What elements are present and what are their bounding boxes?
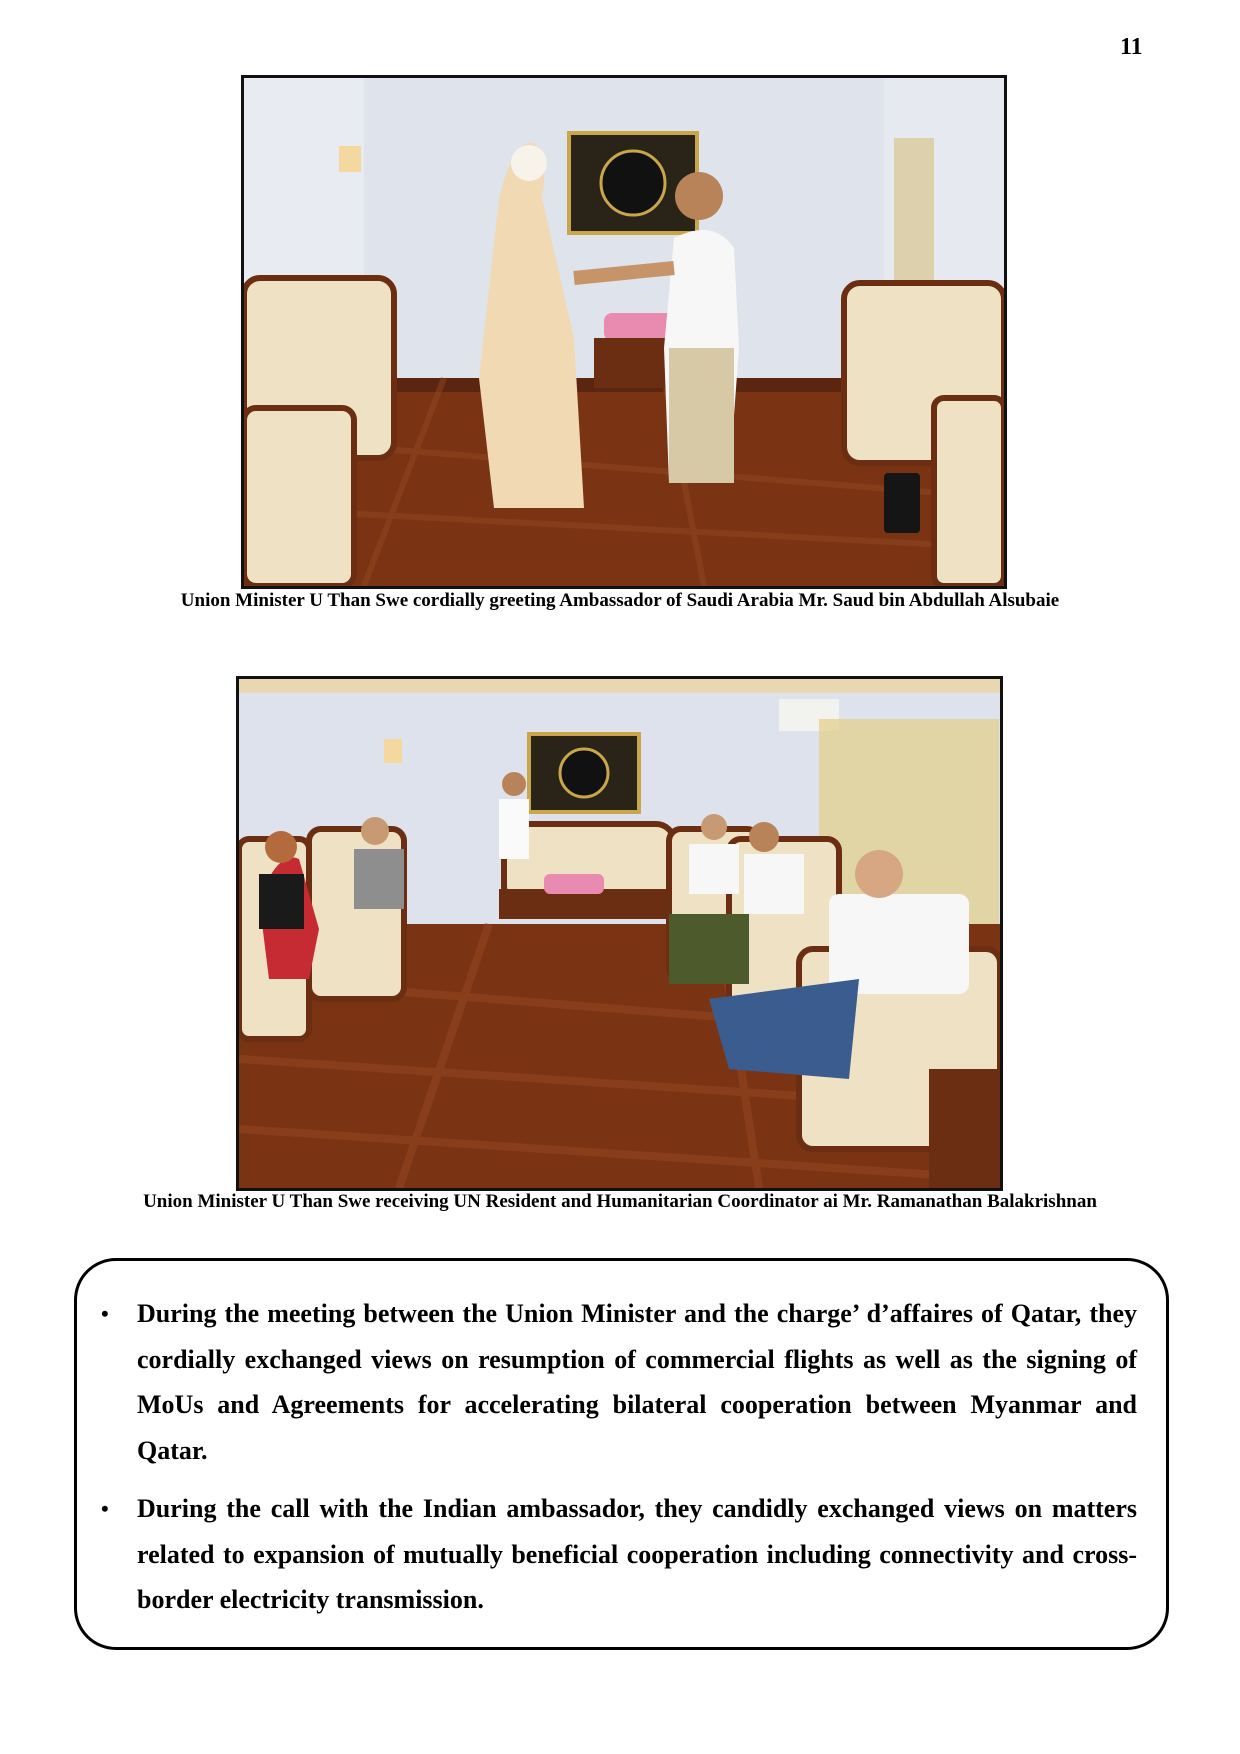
summary-bullet-text: During the meeting between the Union Minister and the charge’ d’affaires of Qatar, they cordially exchanged views on resumption of commercial flights as well as the signing of MoUs and Agreements for accelerating bilateral cooperation between Myanmar and Qatar. <box>137 1299 1137 1465</box>
bullet-dot-icon: • <box>101 1496 109 1521</box>
photo-greeting-saudi-ambassador <box>241 75 1007 589</box>
summary-bullet-india <box>101 1486 1137 1623</box>
photo-caption-1: Union Minister U Than Swe cordially greeting Ambassador of Saudi Arabia Mr. Saud bin Abdullah Alsubaie <box>180 590 1060 611</box>
photo-greeting-illustration <box>244 78 1004 586</box>
photo-receiving-un-coordinator <box>236 676 1003 1191</box>
summary-box <box>74 1258 1169 1650</box>
summary-bullet-qatar <box>101 1291 1137 1473</box>
photo-caption-2: Union Minister U Than Swe receiving UN Resident and Humanitarian Coordinator ai Mr. Ramanathan Balakrishnan <box>143 1191 1097 1212</box>
bullet-dot-icon: • <box>101 1301 109 1326</box>
photo-meeting-illustration <box>239 679 1000 1188</box>
summary-bullet-list <box>101 1291 1137 1636</box>
page-number: 11 <box>1120 34 1143 60</box>
summary-bullet-text: During the call with the Indian ambassador, they candidly exchanged views on matters related to expansion of mutually beneficial cooperation including connectivity and cross-border electricity transmission. <box>137 1494 1137 1614</box>
